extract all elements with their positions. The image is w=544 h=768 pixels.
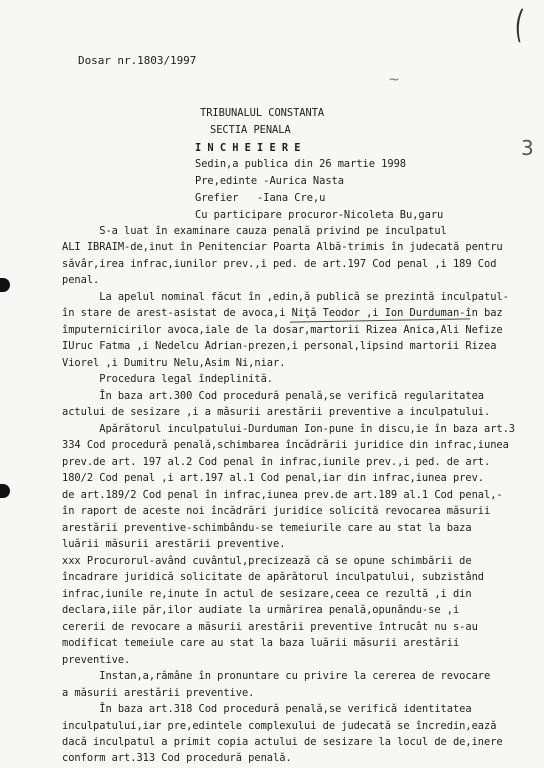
- body-line: prev.de art. 197 al.2 Cod penal în infrac,iunile prev.,i ped. de art.: [62, 456, 491, 468]
- court-section: SECTIA PENALA: [210, 124, 291, 136]
- president-line: Pre,edinte -Aurica Nasta: [195, 175, 344, 187]
- body-line: de art.189/2 Cod penal în infrac,iunea prev.de art.189 al.1 Cod penal,-: [62, 489, 503, 501]
- document-type: I N C H E I E R E: [195, 142, 301, 154]
- page-number-mark: 3: [521, 136, 534, 160]
- body-line: arestării preventive-schimbându-se temeiurile care au stat la baza: [62, 522, 472, 534]
- body-line: împuternicirilor avoca,iale de la dosar,martorii Rizea Anica,Ali Nefize: [62, 324, 503, 336]
- punch-hole-top: [0, 278, 10, 292]
- body-line: ALI IBRAIM-de,inut în Penitenciar Poarta Albă-trimis în judecată pentru: [62, 241, 503, 253]
- body-line: preventive.: [62, 654, 131, 666]
- body-line: încadrare juridică solicitate de apărătorul inculpatului, subzistând: [62, 571, 484, 583]
- body-line: penal.: [62, 274, 100, 286]
- body-line: 180/2 Cod penal ,i art.197 al.1 Cod penal,iar din infrac,iunea prev.: [62, 472, 484, 484]
- header-scribble: ~: [388, 72, 400, 88]
- body-line: modificat temeiule care au stat la baza luării măsurii arestării: [62, 637, 460, 649]
- body-line: Apărătorul inculpatului-Durduman Ion-pune în discu,ie în baza art.3: [62, 423, 516, 435]
- body-line: Instan,a,rămâne în pronuntare cu privire la cererea de revocare: [62, 670, 491, 682]
- clerk-line: Grefier -Iana Cre,u: [195, 192, 326, 204]
- body-line: xxx Procurorul-având cuvântul,precizează că se opune schimbării de: [62, 555, 472, 567]
- body-line: actului de sesizare ,i a măsurii arestării preventive a inculpatului.: [62, 406, 491, 418]
- body-line: săvâr,irea infrac,iunilor prev.,i ped. de art.197 Cod penal ,i 189 Cod: [62, 258, 497, 270]
- body-line: cererii de revocare a măsurii arestării preventive întrucât nu s-au: [62, 621, 478, 633]
- handwritten-underline: [290, 318, 470, 322]
- body-line: 334 Cod procedură penală,schimbarea încădrării juridice din infrac,iunea: [62, 439, 509, 451]
- body-line: dacă inculpatul a primit copia actului de sesizare la locul de de,inere: [62, 736, 503, 748]
- body-line: în stare de arest-asistat de avoca,i Niţă Teodor ,i Ion Durduman-în baz: [62, 307, 503, 319]
- body-line: În baza art.318 Cod procedură penală,se verifică identitatea: [62, 703, 472, 715]
- body-line: IUruc Fatma ,i Nedelcu Adrian-prezen,i personal,lipsind martorii Rizea: [62, 340, 497, 352]
- top-right-mark: (: [513, 1, 526, 47]
- body-line: S-a luat în examinare cauza penală privind pe inculpatul: [62, 225, 447, 237]
- body-line: Procedura legal îndeplinită.: [62, 373, 273, 385]
- body-line: a măsurii arestării preventive.: [62, 687, 255, 699]
- case-number: Dosar nr.1803/1997: [78, 54, 197, 67]
- session-line: Sedin,a publica din 26 martie 1998: [195, 158, 406, 170]
- prosecutor-line: Cu participare procuror-Nicoleta Bu,garu: [195, 209, 444, 221]
- body-line: La apelul nominal făcut în ,edin,ă publică se prezintă inculpatul-: [62, 291, 509, 303]
- body-line: inculpatului,iar pre,edintele complexului de judecată se încredin,ează: [62, 720, 497, 732]
- body-line: luării măsurii arestării preventive.: [62, 538, 286, 550]
- body-line: Viorel ,i Dumitru Nelu,Asim Ni,niar.: [62, 357, 286, 369]
- body-line: infrac,iunile re,inute în actul de sesizare,ceea ce rezultă ,i din: [62, 588, 472, 600]
- court-name: TRIBUNALUL CONSTANTA: [200, 107, 325, 119]
- body-line: în raport de aceste noi încădrări juridice solicită revocarea măsurii: [62, 505, 491, 517]
- body-line: În baza art.300 Cod procedură penală,se verifică regularitatea: [62, 390, 484, 402]
- body-line: conform art.313 Cod procedură penală.: [62, 752, 292, 764]
- punch-hole-bottom: [0, 484, 10, 498]
- body-line: declara,iile păr,ilor audiate la urmărirea penală,opunându-se ,i: [62, 604, 460, 616]
